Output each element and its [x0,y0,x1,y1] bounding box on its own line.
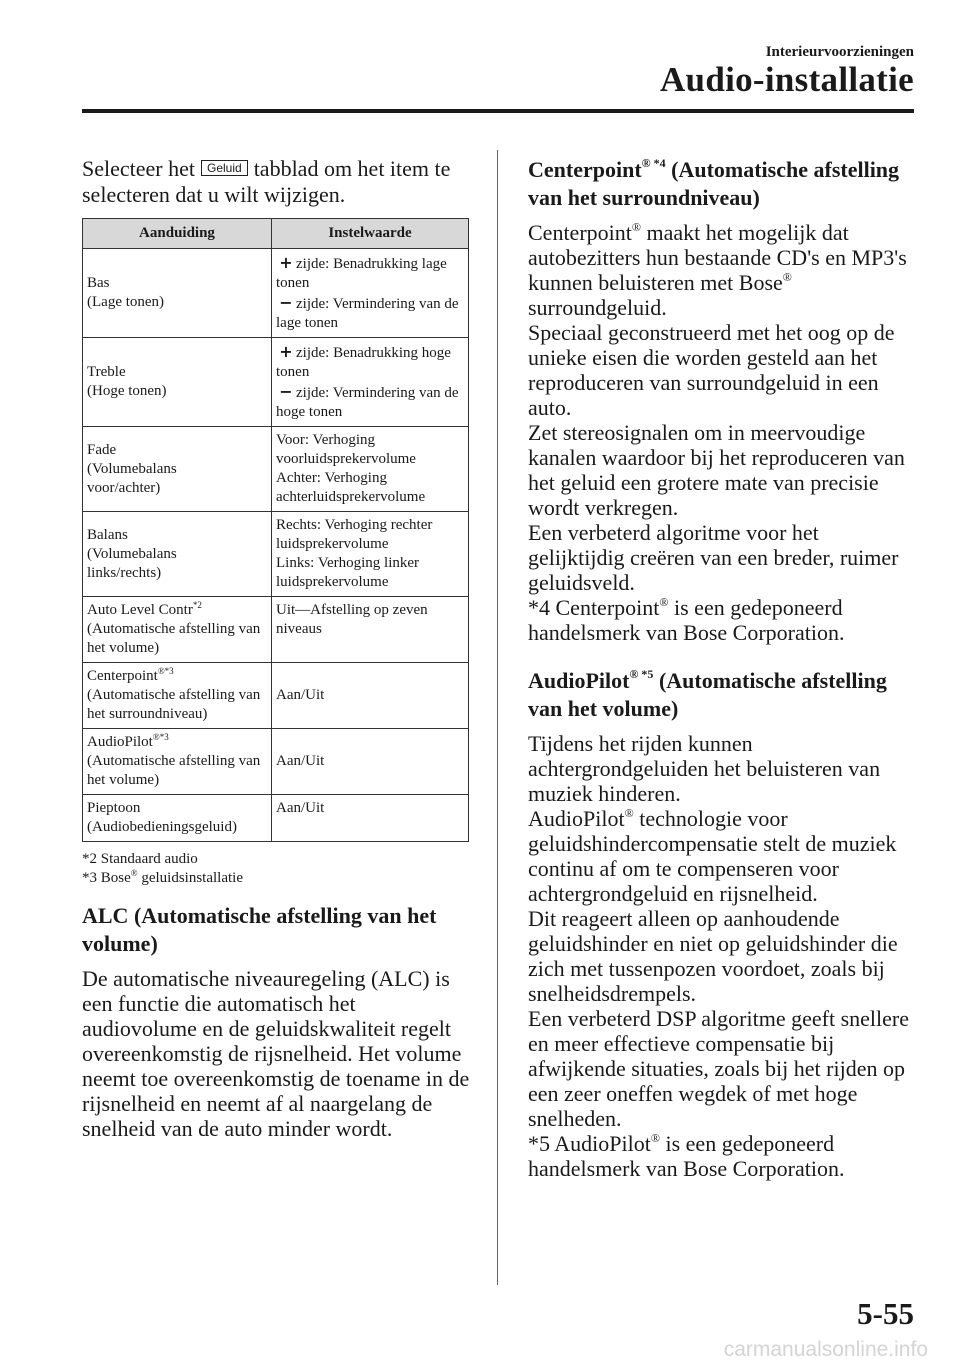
row-value-balans: Rechts: Verhoging rechter luidsprekervolume Links: Verhoging linker luidsprekervolume [272,512,469,597]
table-row [83,795,469,842]
audiopilot-heading: AudioPilot$^{® *5}$ (Automatische afstelling van het volume) [528,667,887,721]
footnote-2: *2 Standaard audio [82,851,198,867]
page-title: Audio-installatie [659,60,914,99]
page-number: 5-55 [857,1296,914,1331]
row-name-centerpoint: Centerpoint$^{®*3}$ (Automatische afstelling van het surroundniveau) [83,663,272,729]
row-name-treble: Treble (Hoge tonen) [83,338,272,427]
row-value-fade: Voor: Verhoging voorluidsprekervolume Achter: Verhoging achterluidsprekervolume [272,427,469,512]
row-name-alc: Auto Level Contr$^{*2}$ (Automatische afstelling van het volume) [83,597,272,663]
row-name-audiopilot: AudioPilot$^{®*3}$ (Automatische afstelling van het volume) [83,729,272,795]
row-value-centerpoint: Aan/Uit [272,663,469,729]
table-row [83,729,469,795]
minus-icon: − [279,382,293,401]
row-value-audiopilot: Aan/Uit [272,729,469,795]
geluid-tab-icon: Geluid [201,160,248,176]
alc-heading: ALC (Automatische afstelling van het volume) [82,903,437,956]
plus-icon: + [279,253,293,272]
header-instelwaarde: Instelwaarde [272,219,469,249]
minus-icon: − [279,293,293,312]
row-name-fade: Fade (Volumebalans voor/achter) [83,427,272,512]
alc-body: De automatische niveauregeling (ALC) is een functie die automatisch het audiovolume en de geluidskwaliteit regelt overeenkomstig de rijsnelheid. Het volume neemt toe overeenkomstig de toename in de rijsnelheid en neemt af al naargelang de snelheid van de auto minder wordt. [82,966,470,1141]
plus-icon: + [279,342,293,361]
left-column [82,156,472,1141]
header-rule [82,109,914,113]
table-row [83,249,469,338]
table-footnotes [82,850,472,888]
footnote-3: *3 Bose® geluidsinstallatie [82,868,243,886]
row-value-alc: Uit—Afstelling op zeven niveaus [272,597,469,663]
table-header-row [83,219,469,249]
row-value-treble: + zijde: Benadrukking hoge tonen − zijde: Vermindering van de hoge tonen [272,338,469,427]
audiopilot-body: Tijdens het rijden kunnen achtergrondgeluiden het beluisteren van muziek hinderen. AudioPilot® technologie voor geluidshindercompensatie stelt de muziek continu af om te compenseren voor achtergrondgeluid en rijsnelheid. Dit reageert alleen op aanhoudende geluidshinder en niet op geluidshinder die zich met tussenpozen voordoet, zoals bij snelheidsdrempels. Een verbeterd DSP algoritme geeft snellere en meer effectieve compensatie bij afwijkende situaties, zoals bij het rijden op een zeer oneffen wegdek of met hoge snelheden. *5 AudioPilot® is een gedeponeerd handelsmerk van Bose Corporation. [528,731,909,1181]
row-name-bas: Bas (Lage tonen) [83,249,272,338]
centerpoint-heading: Centerpoint$^{® *4}$ (Automatische afstelling van het surroundniveau) [528,156,900,210]
row-value-bas: + zijde: Benadrukking lage tonen − zijde: Vermindering van de lage tonen [272,249,469,338]
intro-before: Selecteer het [82,156,195,181]
table-row [83,338,469,427]
row-value-pieptoon: Aan/Uit [272,795,469,842]
row-name-balans: Balans (Volumebalans links/rechts) [83,512,272,597]
column-divider [497,150,498,1285]
centerpoint-body: Centerpoint® maakt het mogelijk dat autobezitters hun bestaande CD's en MP3's kunnen beluisteren met Bose® surroundgeluid. Speciaal geconstrueerd met het oog op de unieke eisen die worden gesteld aan het reproduceren van surroundgeluid in een auto. Zet stereosignalen om in meervoudige kanalen waardoor bij het reproduceren van het geluid een grotere mate van precisie wordt verkregen. Een verbeterd algoritme voor het gelijktijdig creëren van een breder, ruimer geluidsveld. *4 Centerpoint® is een gedeponeerd handelsmerk van Bose Corporation. [528,220,907,645]
row-name-pieptoon: Pieptoon (Audiobedieningsgeluid) [83,795,272,842]
section-label: Interieurvoorzieningen [765,44,914,60]
settings-table [82,218,469,842]
table-row [83,512,469,597]
intro-text [82,156,472,208]
intro-after: tabblad om het item te selecteren dat u wilt wijzigen. [82,156,451,207]
table-row [83,427,469,512]
watermark: carmanualsonline.info [723,1338,928,1361]
table-row [83,663,469,729]
table-row [83,597,469,663]
right-column [528,156,918,1181]
header-aanduiding: Aanduiding [83,219,272,249]
